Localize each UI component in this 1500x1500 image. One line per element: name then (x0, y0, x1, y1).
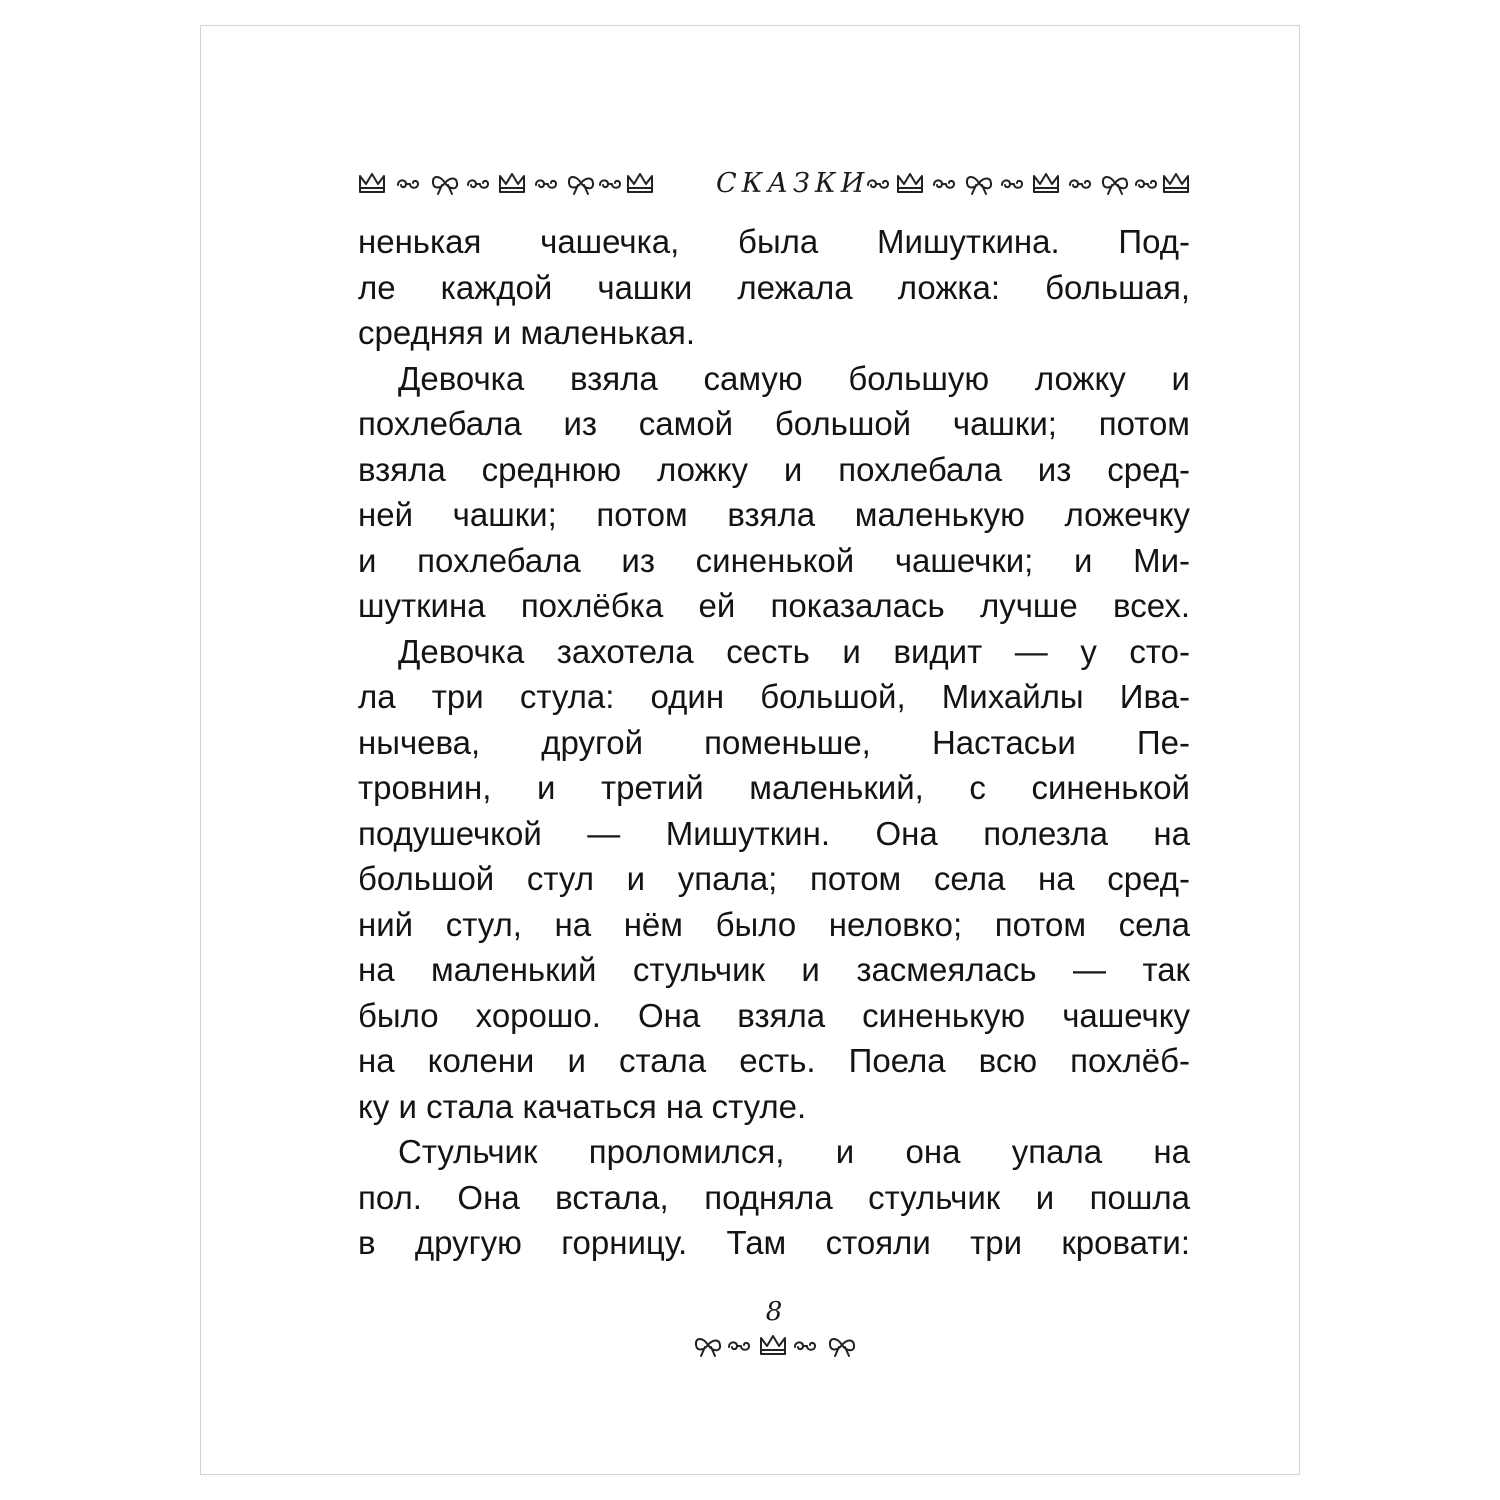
text-line: Девочка захотела сесть и видит — у сто- (398, 632, 1190, 670)
swirl-icon (729, 1342, 749, 1349)
text-line: ней чашки; потом взяла маленькую ложечку (358, 496, 1190, 533)
bow-icon (569, 177, 593, 194)
swirl-icon (1070, 180, 1090, 187)
text-line: Девочка взяла самую большую ложку и (398, 359, 1190, 397)
body-text (358, 219, 1190, 1266)
text-line: ла три стула: один большой, Михайлы Ива- (358, 678, 1190, 715)
text-line: и похлебала из синенькой чашечки; и Ми- (358, 541, 1190, 579)
text-line: взяла среднюю ложку и похлебала из сред- (358, 450, 1190, 488)
text-line: ний стул, на нём было неловко; потом села (358, 905, 1190, 943)
crown-icon (898, 174, 922, 192)
text-line: большой стул и упала; потом села на сред- (358, 860, 1190, 897)
page-number: 8 (765, 1297, 783, 1327)
text-line: шуткина похлёбка ей показалась лучше всех. (358, 587, 1190, 624)
swirl-icon (868, 180, 888, 187)
swirl-icon (795, 1342, 815, 1349)
running-head-title: СКАЗКИ (716, 168, 870, 199)
crown-icon (1034, 174, 1058, 192)
swirl-icon (398, 180, 418, 187)
text-line: пол. Она встала, подняла стульчик и пошла (358, 1178, 1190, 1216)
crown-icon (500, 174, 524, 192)
running-head (358, 164, 1192, 204)
right-ornament-row (866, 164, 1192, 204)
crown-icon (1164, 174, 1188, 192)
swirl-icon (468, 180, 488, 187)
text-line: ненькая чашечка, была Мишуткина. Под- (358, 223, 1190, 260)
text-line: средняя и маленькая. (358, 314, 696, 351)
footer-ornament (693, 1330, 859, 1362)
bow-icon (433, 177, 457, 194)
bow-icon (1103, 177, 1127, 194)
text-line: ку и стала качаться на стуле. (358, 1087, 807, 1125)
crown-icon (761, 1336, 785, 1354)
text-line: ле каждой чашки лежала ложка: большая, (358, 268, 1190, 306)
swirl-icon (1136, 180, 1156, 187)
text-line: тровнин, и третий маленький, с синенькой (358, 769, 1190, 806)
text-line: Стульчик проломился, и она упала на (398, 1133, 1190, 1170)
bow-icon (830, 1339, 854, 1356)
swirl-icon (1002, 180, 1022, 187)
bow-icon (696, 1339, 720, 1356)
text-line: было хорошо. Она взяла синенькую чашечку (358, 996, 1190, 1034)
text-line: похлебала из самой большой чашки; потом (358, 405, 1190, 442)
text-line: в другую горницу. Там стояли три кровати: (358, 1224, 1190, 1261)
text-line: подушечкой — Мишуткин. Она полезла на (358, 814, 1190, 852)
text-line: на маленький стульчик и засмеялась — так (358, 951, 1190, 988)
crown-icon (360, 174, 384, 192)
text-line: на колени и стала есть. Поела всю похлёб- (358, 1042, 1190, 1079)
crown-icon (628, 174, 652, 192)
bow-icon (967, 177, 991, 194)
text-line: нычева, другой поменьше, Настасьи Пе- (358, 723, 1190, 761)
swirl-icon (934, 180, 954, 187)
swirl-icon (600, 180, 620, 187)
left-ornament-row (358, 164, 658, 204)
swirl-icon (536, 180, 556, 187)
